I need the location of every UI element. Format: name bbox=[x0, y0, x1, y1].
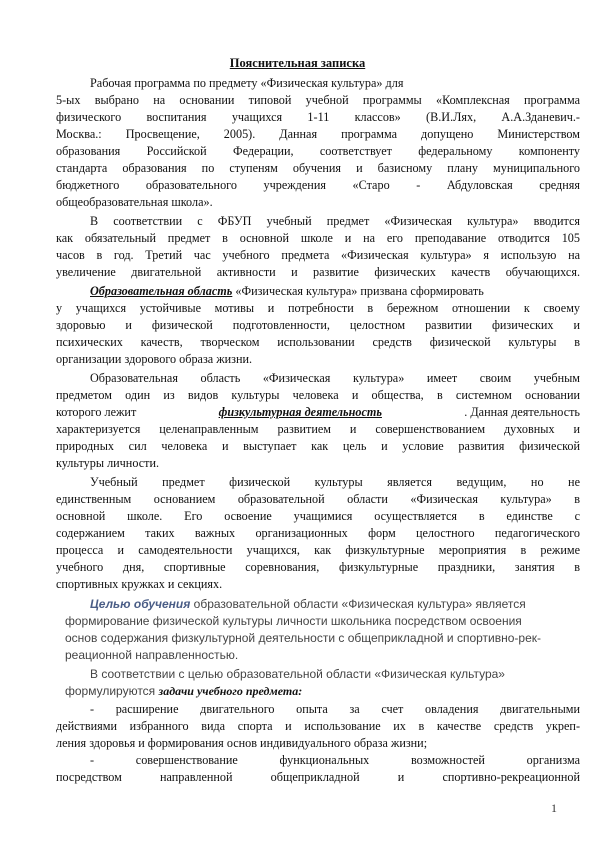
text-line: общеобразовательная школа». bbox=[56, 195, 213, 209]
text-line bbox=[65, 684, 302, 699]
text-line: у учащихся устойчивые мотивы и потребности в бережном отношении к своему bbox=[56, 301, 580, 315]
text-line: реационной направленностью. bbox=[65, 648, 239, 662]
text-line: организации здорового образа жизни. bbox=[56, 352, 253, 366]
text-line: спортивных кружках и секциях. bbox=[56, 577, 223, 591]
emphasis-term: задачи учебного предмета: bbox=[158, 684, 303, 698]
text-line: бюджетного образовательного учреждения «Старо - Абдуловская средняя bbox=[56, 178, 580, 192]
text-line: - расширение двигательного опыта за счет овладения двигательными bbox=[90, 702, 580, 716]
text-line: часов в год. Третий час учебного предмета «Физическая культура» я использую на bbox=[56, 248, 580, 262]
emphasis-term: Образовательная область bbox=[90, 284, 233, 298]
text-span: образовательной области «Физическая культура» является bbox=[190, 597, 526, 611]
text-line: как обязательный предмет в основной школе и на его преподавание отводится 105 bbox=[56, 231, 580, 245]
text-line: содержанием таких важных организационных форм целостного педагогического bbox=[56, 526, 580, 540]
text-line: посредством направленной общеприкладной и спортивно-рекреационной bbox=[56, 770, 580, 784]
text-line: В соответствии с целью образовательной области «Физическая культура» bbox=[90, 667, 505, 681]
text-span: «Физическая культура» призвана сформировать bbox=[232, 284, 484, 298]
text-line: - совершенствование функциональных возможностей организма bbox=[90, 753, 580, 767]
text-line: Образовательная область «Физическая культура» имеет своим учебным bbox=[90, 371, 580, 385]
text-line: Рабочая программа по предмету «Физическая культура» для bbox=[90, 76, 404, 90]
text-span: формулируются bbox=[65, 684, 159, 698]
text-span: которого лежит bbox=[56, 405, 137, 419]
text-line: основной школе. Его освоение учащимися осуществляется в единстве с bbox=[56, 509, 580, 523]
text-line: стандарта образования по ступеням обучения и базисному плану муниципального bbox=[56, 161, 580, 175]
text-line bbox=[90, 597, 526, 612]
text-line: культуры личности. bbox=[56, 456, 160, 470]
text-line: характеризуется целенаправленным развитием и совершенствованием духовных и bbox=[56, 422, 580, 436]
text-line: 5-ых выбрано на основании типовой учебной программы «Комплексная программа bbox=[56, 93, 580, 107]
text-line: психических качеств, творческом использовании средств физической культуры в bbox=[56, 335, 580, 349]
emphasis-term: физкультурная деятельность bbox=[218, 405, 382, 419]
text-span: . Данная деятельность bbox=[464, 405, 580, 419]
text-line: Учебный предмет физической культуры является ведущим, но не bbox=[90, 475, 580, 489]
text-line: формирование физической культуры личности школьника посредством освоения bbox=[65, 614, 522, 628]
text-line: Москва.: Просвещение, 2005). Данная программа допущено Министерством bbox=[56, 127, 580, 141]
text-line: предметом один из видов культуры человека и общества, в системном основании bbox=[56, 388, 580, 402]
text-line: учебного дня, спортивные соревнования, физкультурные праздники, занятия в bbox=[56, 560, 580, 574]
text-line: В соответствии с ФБУП учебный предмет «Физическая культура» вводится bbox=[90, 214, 580, 228]
text-line: процесса и самодеятельности учащихся, как физкультурные мероприятия в режиме bbox=[56, 543, 580, 557]
text-line: здоровью и физической подготовленности, целостном развитии физических и bbox=[56, 318, 580, 332]
text-line: единственным основанием образовательной области «Физическая культура» в bbox=[56, 492, 580, 506]
emphasis-term: Целью обучения bbox=[90, 597, 191, 611]
text-line: основ содержания физкультурной деятельности с общеприкладной и спортивно-рек- bbox=[65, 631, 542, 645]
text-line: увеличение двигательной активности и развитие физических качеств обучающихся. bbox=[56, 265, 580, 279]
text-line: образования Российской Федерации, соответствует федеральному компоненту bbox=[56, 144, 580, 158]
text-line bbox=[90, 284, 484, 299]
text-line: действиями избранного вида спорта и использование их в качестве средств укреп- bbox=[56, 719, 580, 733]
text-line: физического воспитания учащихся 1-11 классов» (В.И.Лях, А.А.Зданевич.- bbox=[56, 110, 580, 124]
page-number: 1 bbox=[551, 801, 557, 815]
text-line: ления здоровья и формирования основ индивидуального образа жизни; bbox=[56, 736, 428, 750]
text-line bbox=[56, 405, 580, 420]
text-line: природных сил человека и выступает как цель и условие развития физической bbox=[56, 439, 580, 453]
document-title: Пояснительная записка bbox=[229, 56, 366, 70]
